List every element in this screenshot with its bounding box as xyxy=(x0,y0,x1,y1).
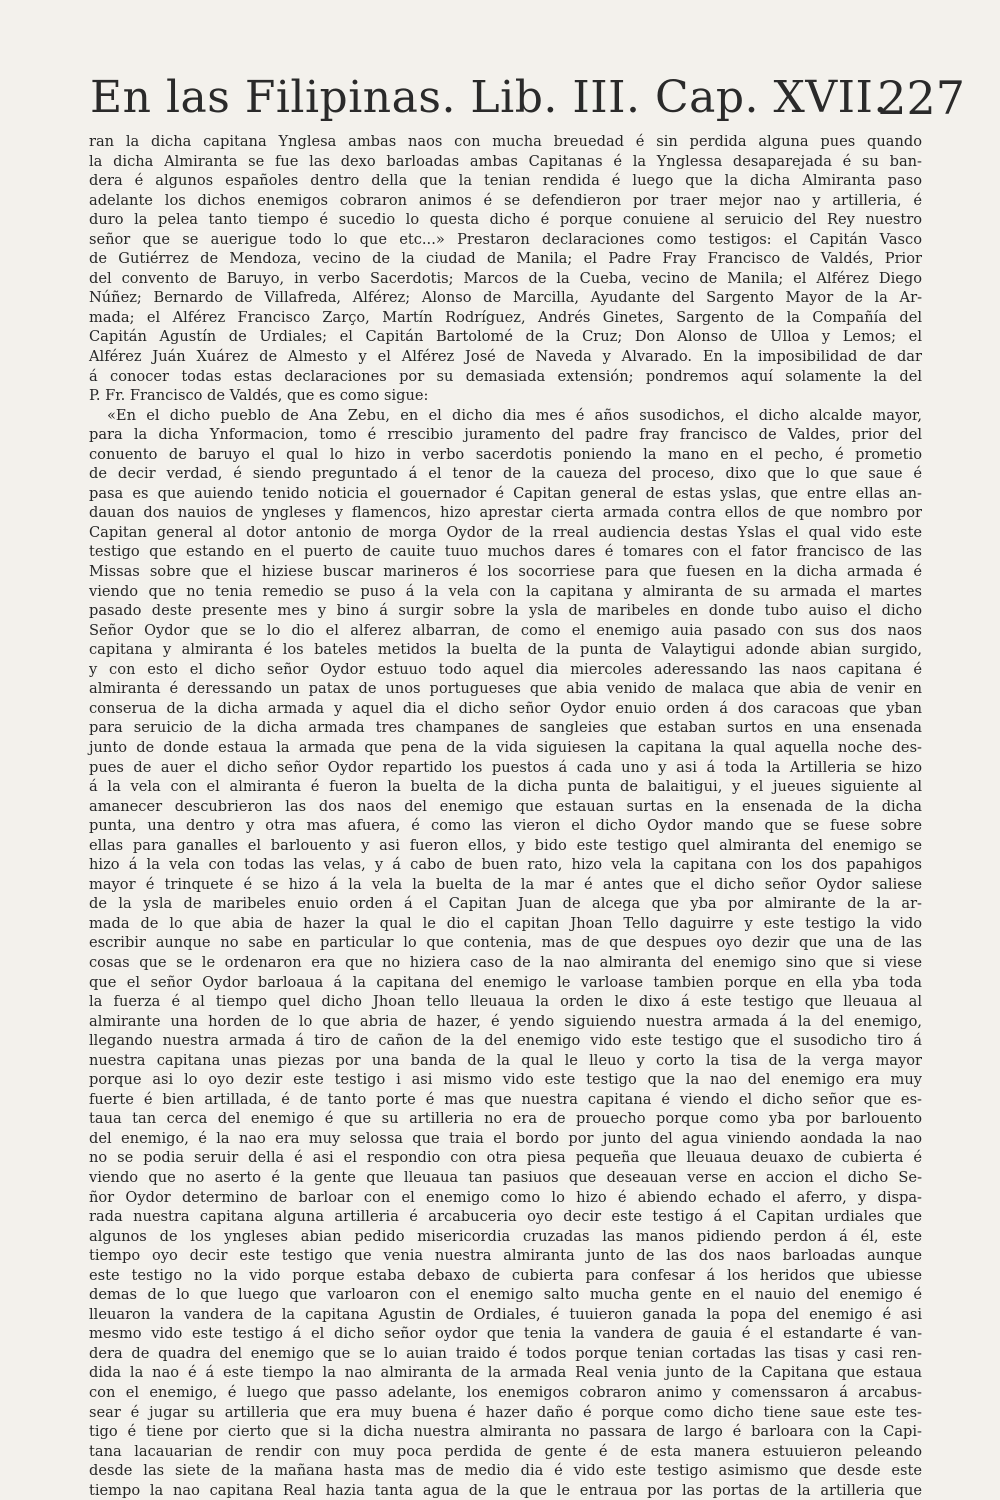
text-line: tigo é tiene por cierto que si la dicha nuestra almiranta no passara de largo é barloara con la Capi- xyxy=(89,1423,922,1441)
text-line: adelante los dichos enemigos cobraron animos é se defendieron por traer mejor nao y artilleria, é xyxy=(89,191,922,209)
text-line: duro la pelea tanto tiempo é sucedio lo questa dicho é porque conuiene al seruicio del Rey nuestro xyxy=(89,211,922,229)
running-head xyxy=(90,68,965,138)
text-line: taua tan cerca del enemigo é que su artilleria no era de prouecho porque como yba por barlouento xyxy=(89,1110,922,1128)
page-header-title: En las Filipinas. Lib. III. Cap. XVII. xyxy=(90,72,888,123)
text-line: pasado deste presente mes y bino á surgir sobre la ysla de maribeles en donde tubo auiso el dicho xyxy=(89,602,922,620)
text-line: ran la dicha capitana Ynglesa ambas naos con mucha breuedad é sin perdida alguna pues quando xyxy=(89,133,922,150)
text-line: mesmo vido este testigo á el dicho señor oydor que tenia la vandera de gauia é el estandarte é van- xyxy=(89,1325,922,1343)
text-line: cosas que se le ordenaron era que no hiziera caso de la nao almiranta del enemigo sino que si viese xyxy=(89,953,922,971)
text-line: P. Fr. Francisco de Valdés, que es como sigue: xyxy=(89,387,429,405)
text-line: para seruicio de la dicha armada tres champanes de sangleies que estaban surtos en una ensenada xyxy=(89,719,922,737)
text-line: tana lacauarian de rendir con muy poca perdida de gente é de esta manera estuuieron peleando xyxy=(89,1442,922,1460)
text-line: Capitan general al dotor antonio de morga Oydor de la rreal audiencia destas Yslas el qual vido este xyxy=(89,523,922,541)
text-line: dauan dos nauios de yngleses y flamencos, hizo aprestar cierta armada contra ellos de que nombro por xyxy=(89,504,922,522)
text-line: capitana y almiranta é los bateles metidos la buelta de la punta de Valaytigui adonde abian surgido, xyxy=(89,641,922,659)
text-line: Alférez Juán Xuárez de Almesto y el Alférez José de Naveda y Alvarado. En la imposibilidad de dar xyxy=(89,348,922,366)
text-line: no se podia seruir della é asi el respondio con otra piesa pequeña que lleuaua deuaxo de cubierta é xyxy=(89,1149,922,1167)
text-line: «En el dicho pueblo de Ana Zebu, en el dicho dia mes é años susodichos, el dicho alcalde mayor, xyxy=(107,406,922,424)
text-line: Capitán Agustín de Urdiales; el Capitán Bartolomé de la Cruz; Don Alonso de Ulloa y Lemos; el xyxy=(89,328,922,346)
text-line: del enemigo, é la nao era muy selossa que traia el bordo por junto del agua viniendo aondada la nao xyxy=(89,1129,922,1147)
text-line: Núñez; Bernardo de Villafreda, Alférez; Alonso de Marcilla, Ayudante del Sargento Mayor de la Ar- xyxy=(89,289,922,307)
text-line: dida la nao é á este tiempo la nao almiranta de la armada Real venia junto de la Capitana que estaua xyxy=(89,1364,922,1382)
text-line: mada de lo que abia de hazer la qual le dio el capitan Jhoan Tello daguirre y este testigo la vido xyxy=(89,914,922,932)
text-line: amanecer descubrieron las dos naos del enemigo que estauan surtas en la ensenada de la dicha xyxy=(89,797,922,815)
text-line: mada; el Alférez Francisco Zarço, Martín Rodríguez, Andrés Ginetes, Sargento de la Compañía del xyxy=(89,308,922,326)
text-line: ellas para ganalles el barlouento y asi fueron ellos, y bido este testigo quel almiranta del enemigo se xyxy=(89,836,922,854)
text-line: nuestra capitana unas piezas por una banda de la qual le lleuo y corto la tisa de la verga mayor xyxy=(89,1051,922,1069)
text-line: á conocer todas estas declaraciones por su demasiada extensión; pondremos aquí solamente la del xyxy=(89,367,922,385)
text-line: dera é algunos españoles dentro della que la tenian rendida é luego que la dicha Almiranta paso xyxy=(89,172,922,190)
text-line: Señor Oydor que se lo dio el alferez albarran, de como el enemigo auia pasado con sus dos naos xyxy=(89,621,922,639)
text-line: señor que se auerigue todo lo que etc...» Prestaron declaraciones como testigos: el Capitán Vasco xyxy=(89,230,922,248)
text-line: rada nuestra capitana alguna artilleria é arcabuceria oyo decir este testigo á el Capitan urdiales que xyxy=(89,1208,922,1226)
text-line: lleuaron la vandera de la capitana Agustin de Ordiales, é tuuieron ganada la popa del enemigo é asi xyxy=(89,1305,922,1323)
text-line: fuerte é bien artillada, é de tanto porte é mas que nuestra capitana é viendo el dicho señor que es- xyxy=(89,1090,922,1108)
text-line: porque asi lo oyo dezir este testigo i asi mismo vido este testigo que la nao del enemigo era muy xyxy=(89,1071,922,1089)
text-line: junto de donde estaua la armada que pena de la vida siguiesen la capitana la qual aquella noche des- xyxy=(89,738,922,756)
text-line: de Gutiérrez de Mendoza, vecino de la ciudad de Manila; el Padre Fray Francisco de Valdés, Prior xyxy=(89,250,922,268)
text-line: hizo á la vela con todas las velas, y á cabo de buen rato, hizo vela la capitana con los dos papahigos xyxy=(89,856,922,874)
text-line: pues de auer el dicho señor Oydor repartido los puestos á cada uno y asi á toda la Artilleria se hizo xyxy=(89,758,922,776)
text-line: desde las siete de la mañana hasta mas de medio dia é vido este testigo asimismo que desde este xyxy=(89,1462,922,1480)
text-line: de la ysla de maribeles enuio orden á el Capitan Juan de alcega que yba por almirante de la ar- xyxy=(89,895,922,913)
text-line: viendo que no tenia remedio se puso á la vela con la capitana y almiranta de su armada el martes xyxy=(89,582,922,600)
text-line: ñor Oydor determino de barloar con el enemigo como lo hizo é abiendo echado el aferro, y dispa- xyxy=(89,1188,922,1206)
text-line: tiempo oyo decir este testigo que venia nuestra almiranta junto de las dos naos barloadas aunque xyxy=(89,1247,922,1265)
text-line: conuento de baruyo el qual lo hizo in verbo sacerdotis poniendo la mano en el pecho, é prometio xyxy=(89,445,922,463)
text-line: del convento de Baruyo, in verbo Sacerdotis; Marcos de la Cueba, vecino de Manila; el Alférez Diego xyxy=(89,269,922,287)
text-line: la fuerza é al tiempo quel dicho Jhoan tello lleuaua la orden le dixo á este testigo que lleuaua al xyxy=(89,993,922,1011)
text-line: viendo que no aserto é la gente que lleuaua tan pasiuos que deseauan verse en accion el dicho Se- xyxy=(89,1168,922,1186)
text-line: testigo que estando en el puerto de cauite tuuo muchos dares é tomares con el fator francisco de las xyxy=(89,543,922,561)
text-line: tiempo la nao capitana Real hazia tanta agua de la que le entraua por las portas de la artilleria que xyxy=(89,1481,922,1499)
text-line: con el enemigo, é luego que passo adelante, los enemigos cobraron animo y comenssaron á arcabus- xyxy=(89,1384,922,1401)
text-line: almiranta é deressando un patax de unos portugueses que abia venido de malaca que abia de venir en xyxy=(89,680,922,698)
text-line: dera de quadra del enemigo que se lo auian traido é todos porque tenian cortadas las tisas y casi ren- xyxy=(89,1344,922,1362)
text-line: llegando nuestra armada á tiro de cañon de la del enemigo vido este testigo que el susodicho tiro á xyxy=(89,1032,922,1050)
text-line: Missas sobre que el hiziese buscar marineros é los socorriese para que fuesen en la dicha armada é xyxy=(89,563,922,581)
text-line: y con esto el dicho señor Oydor estuuo todo aquel dia miercoles aderessando las naos capitana é xyxy=(89,660,922,678)
text-line: la dicha Almiranta se fue las dexo barloadas ambas Capitanas é la Ynglessa desaparejada é su ban- xyxy=(89,152,922,170)
text-line: almirante una horden de lo que abria de hazer, é yendo siguiendo nuestra armada á la del enemigo, xyxy=(89,1012,922,1030)
text-line: escribir aunque no sabe en particular lo que contenia, mas de que despues oyo dezir que una de las xyxy=(89,934,922,952)
text-line: á la vela con el almiranta é fueron la buelta de la dicha punta de balaitigui, y el jueues siguiente al xyxy=(89,778,922,796)
text-line: para la dicha Ynformacion, tomo é rrescibio juramento del padre fray francisco de Valdes, prior del xyxy=(89,426,922,444)
text-line: que el señor Oydor barloaua á la capitana del enemigo le varloase tambien porque en ella yba toda xyxy=(89,973,922,991)
page-number: 227 xyxy=(877,71,965,125)
text-line: este testigo no la vido porque estaba debaxo de cubierta para confesar á los heridos que ubiesse xyxy=(89,1266,922,1284)
text-line: conserua de la dicha armada y aquel dia el dicho señor Oydor enuio orden á dos caracoas que yban xyxy=(89,699,922,717)
body-text xyxy=(89,132,922,1500)
text-line: mayor é trinquete é se hizo á la vela la buelta de la mar é antes que el dicho señor Oydor saliese xyxy=(89,875,922,893)
text-line: algunos de los yngleses abian pedido misericordia cruzadas las manos pidiendo perdon á él, este xyxy=(89,1227,922,1245)
text-line: de decir verdad, é siendo preguntado á el tenor de la caueza del proceso, dixo que lo que saue é xyxy=(89,465,922,483)
text-line: punta, una dentro y otra mas afuera, é como las vieron el dicho Oydor mando que se fuese sobre xyxy=(89,817,922,835)
text-line: demas de lo que luego que varloaron con el enemigo salto mucha gente en el nauio del enemigo é xyxy=(89,1286,922,1304)
text-line: sear é jugar su artilleria que era muy buena é hazer daño é porque como dicho tiene saue este tes- xyxy=(89,1403,922,1421)
text-line: pasa es que auiendo tenido noticia el gouernador é Capitan general de estas yslas, que entre ellas an- xyxy=(89,484,922,502)
